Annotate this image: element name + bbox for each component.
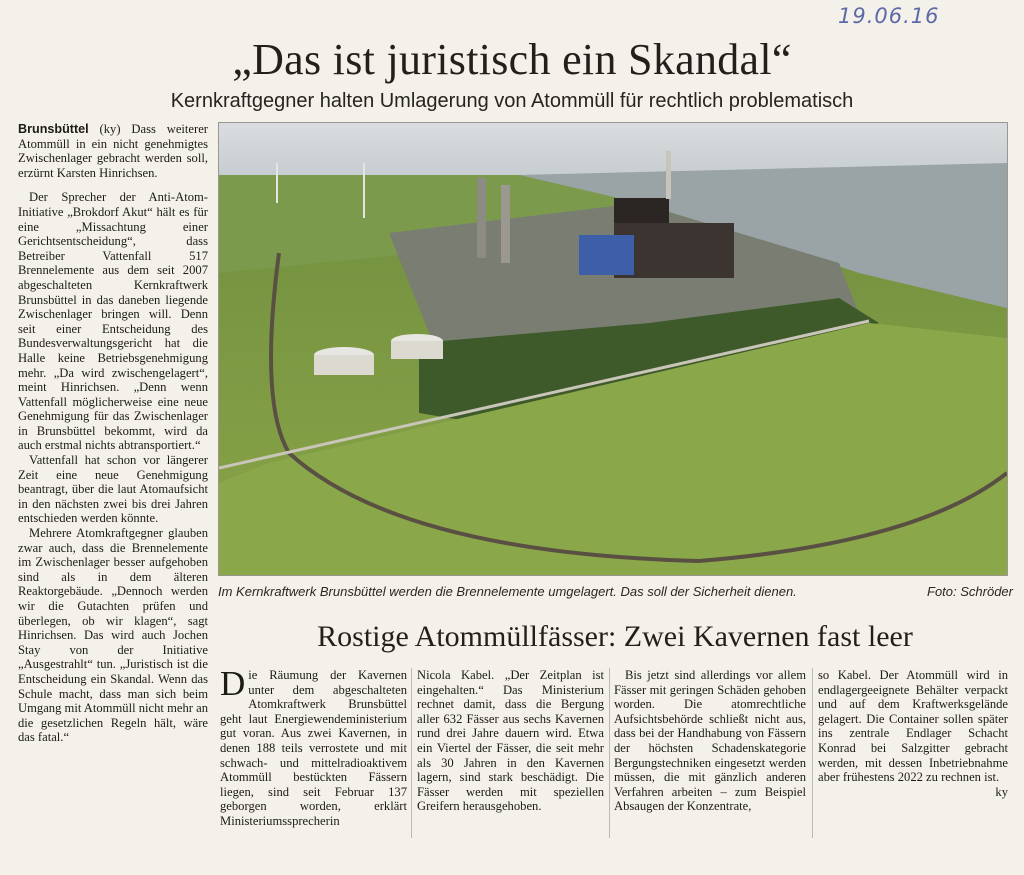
headline: „Das ist juristisch ein Skandal“ [232,35,792,84]
article1-paragraph: Brunsbüttel (ky) Dass weiterer Atommüll in ein nicht genehmigtes Zwischenlager gebracht werden soll, erzürnt Karsten Hinrichsen. [18,122,208,180]
column-divider [812,668,813,838]
dateline: Brunsbüttel [18,122,89,136]
photo-illustration [219,123,1007,575]
article2-column: Bis jetzt sind allerdings vor allem Fässer mit geringen Schäden gehoben worden. Die atomrechtliche Aufsichtsbehörde schließt nicht aus, dass bei der Handhabung von Fässern der höchsten Schadenskategorie Bergungstechniken eingesetzt werden müssen, die mit gänzlich anderen Verfahren arbeiten – zum Beispiel Absaugen der Konzentrate, [614,668,806,814]
dropcap: D [220,664,246,703]
photo-caption [218,584,1013,599]
column-divider [411,668,412,838]
author-signature: ky [995,784,1008,799]
article2-column: Nicola Kabel. „Der Zeitplan ist eingehalten.“ Das Ministerium rechnet damit, dass die Bergung aller 632 Fässer aus sechs Kavernen rund drei Jahre dauern wird. Etwa ein Viertel der Fässer, die seit mehr als 30 Jahren in den Kavernen lagern, sind stark beschädigt. Die Fässer werden mit speziellen Greifern herausgehoben. [417,668,604,814]
article1-paragraph: Mehrere Atomkraftgegner glauben zwar auch, dass die Brennelemente im Zwischenlager besser aufgehoben sind als in dem älteren Reaktorgebäude. „Dennoch werden wir die Gutachten prüfen und überlegen, ob wir klagen“, sagt Hinrichsen. Das wird auch Jochen Stay von der Initiative „Ausgestrahlt“ tun. „Juristisch ist die Entscheidung ein Skandal. Wenn das Schule macht, dass man sich beim Umgang mit Atommüll nicht mehr an die gesetzlichen Regeln hält, wäre das fatal.“ [18,526,208,745]
article1-paragraph: Der Sprecher der Anti-Atom-Initiative „Brokdorf Akut“ hält es für eine „Missachtung einer Gerichtsentscheidung“, dass Betreiber Vattenfall 517 Brennelemente aus dem seit 2007 abgeschalteten Kernkraftwerk Brunsbüttel in das daneben liegende Zwischenlager bringen will. Denn seit einer Entscheidung des Bundesverwaltungsgericht hat die Halle keine Betriebsgenehmigung mehr. „Da wird zwischengelagert“, meint Hinrichsen. „Denn wenn Vattenfall möglicherweise eine neue Genehmigung für das Zwischenlager in Brunsbüttel bekommt, wird da auch erstmal nichts abtransportiert.“ [18,190,208,453]
photo-credit: Foto: Schröder [927,584,1013,599]
caption-text: Im Kernkraftwerk Brunsbüttel werden die Brennelemente umgelagert. Das soll der Sicherheit dienen. [218,584,797,599]
power-plant-aerial-photo [218,122,1008,576]
handwritten-date: 19.06.16 [838,4,940,28]
subheadline: Kernkraftgegner halten Umlagerung von Atommüll für rechtlich problematisch [170,90,854,112]
article2-headline: Rostige Atommüllfässer: Zwei Kavernen fast leer [317,620,913,653]
article2-column: Die Räumung der Kavernen unter dem abgeschalteten Atomkraftwerk Brunsbüttel geht laut Energiewendeministerium gut voran. Aus zwei Kavernen, in denen 188 teils verrostete und mit schwach- und mittelradioaktivem Atommüll bestückten Fässern liegen, sind seit Februar 137 geborgen worden, erklärt Ministeriumssprecherin [220,664,407,828]
column-divider [609,668,610,838]
article1-paragraph: Vattenfall hat schon vor längerer Zeit eine neue Genehmigung beantragt, über die laut Atomaufsicht in den nächsten zwei bis drei Jahren entschieden werden könnte. [18,453,208,526]
article2-column: so Kabel. Der Atommüll wird in endlagergeeignete Behälter verpackt und auf dem Kraftwerksgelände gelagert. Die Container sollen später ins zentrale Endlager Schacht Konrad bei Salzgitter gebracht werden, mit dessen Inbetriebnahme aber frühestens 2022 zu rechnen ist. ky [818,668,1008,799]
article1-column [18,122,208,745]
